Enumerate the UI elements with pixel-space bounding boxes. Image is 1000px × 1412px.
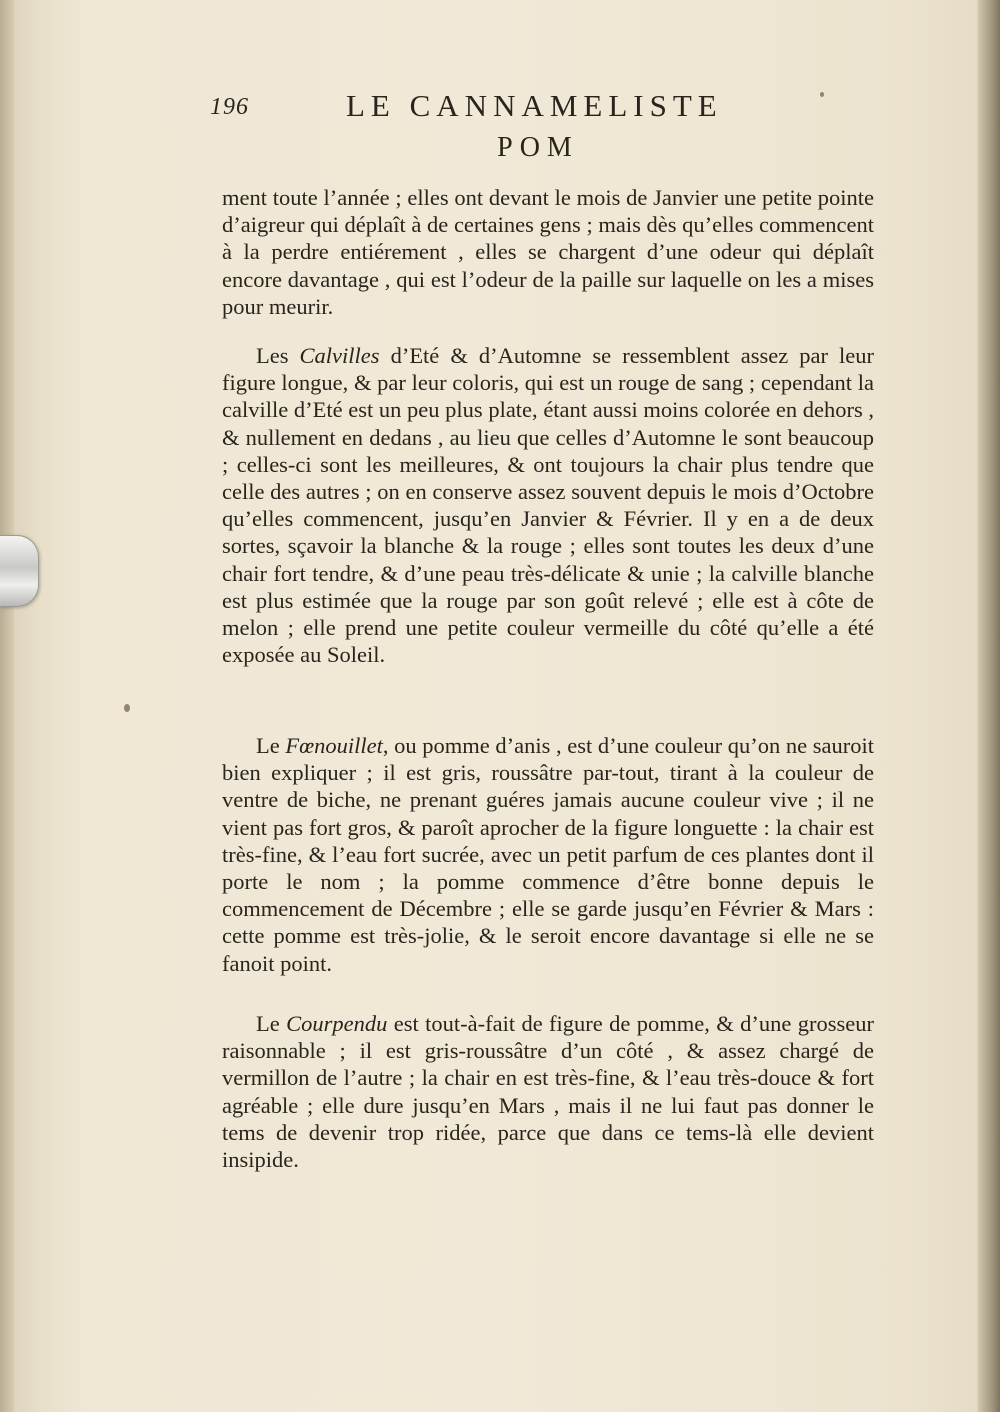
paragraph-foenouillet [222, 732, 874, 977]
paragraph-courpendu [222, 1010, 874, 1173]
page-number: 196 [210, 94, 249, 120]
paragraph-text: , ou pomme d’anis , est d’une couleur qu’on ne sauroit bien expliquer ; il est gris, roussâtre par-tout, tirant à la couleur de ventre de biche, ne prenant guéres jamais aucune couleur vive ; il ne vient pas fort gros, & paroît aprocher de la figure longuette : la chair est très-fine, & l’eau fort sucrée, avec un petit parfum de ces plantes dont il porte le nom ; la pomme commence d’être bonne depuis le commencement de Décembre ; elle se garde jusqu’en Février & Mars : cette pomme est très-jolie, & le seroit encore davantage si elle ne se fanoit point. [222, 733, 874, 976]
paragraph-continuation [222, 184, 874, 320]
page-right-edge [978, 0, 1000, 1412]
section-subhead: POM [497, 132, 579, 163]
variety-name: Courpendu [286, 1011, 388, 1036]
paragraph-lead: Le [256, 1011, 287, 1036]
variety-name: Fœnouillet [285, 733, 383, 758]
paragraph-text: ment toute l’année ; elles ont devant le mois de Janvier une petite pointe d’aigreur qui déplaît à de certaines gens ; mais dès qu’elles commencent à la perdre entiérement , elles se chargent d’une odeur qui déplaît encore davantage , qui est l’odeur de la paille sur laquelle on les a mises pour meurir. [222, 185, 874, 319]
running-header [210, 88, 750, 132]
page-clip [0, 535, 39, 607]
ink-spot [820, 92, 824, 97]
paragraph-text: est tout-à-fait de figure de pomme, & d’une grosseur raisonnable ; il est gris-roussâtre d’un côté , & assez chargé de vermillon de l’autre ; la chair en est très-fine, & l’eau très-douce & fort agréable ; elle dure jusqu’en Mars , mais il ne lui faut pas donner le tems de devenir trop ridée, parce que dans ce tems-là elle devient insipide. [222, 1011, 874, 1173]
paragraph-text: d’Eté & d’Automne se ressemblent assez par leur figure longue, & par leur coloris, qui est un rouge de sang ; cependant la calville d’Eté est un peu plus plate, étant aussi moins colorée en dehors , & nullement en dedans , au lieu que celles d’Automne le sont beaucoup ; celles-ci sont les meilleures, & ont toujours la chair plus tendre que celle des autres ; on en conserve assez souvent depuis le mois d’Octobre qu’elles commencent, jusqu’en Janvier & Février. Il y en a de deux sortes, sçavoir la blanche & la rouge ; elles sont toutes les deux d’une chair fort tendre, & d’une peau très-délicate & unie ; la calville blanche est plus estimée que la rouge par son goût relevé ; elle est à côte de melon ; elle prend une petite couleur vermeille du côté qu’elle a été exposée au Soleil. [222, 343, 874, 668]
running-title: LE CANNAMELISTE [346, 88, 723, 123]
paragraph-lead: Le [256, 733, 286, 758]
paragraph-lead: Les [256, 343, 300, 368]
variety-name: Calvilles [299, 343, 380, 368]
ink-spot [124, 704, 130, 712]
paragraph-calvilles [222, 342, 874, 668]
page-left-edge [0, 0, 14, 1412]
